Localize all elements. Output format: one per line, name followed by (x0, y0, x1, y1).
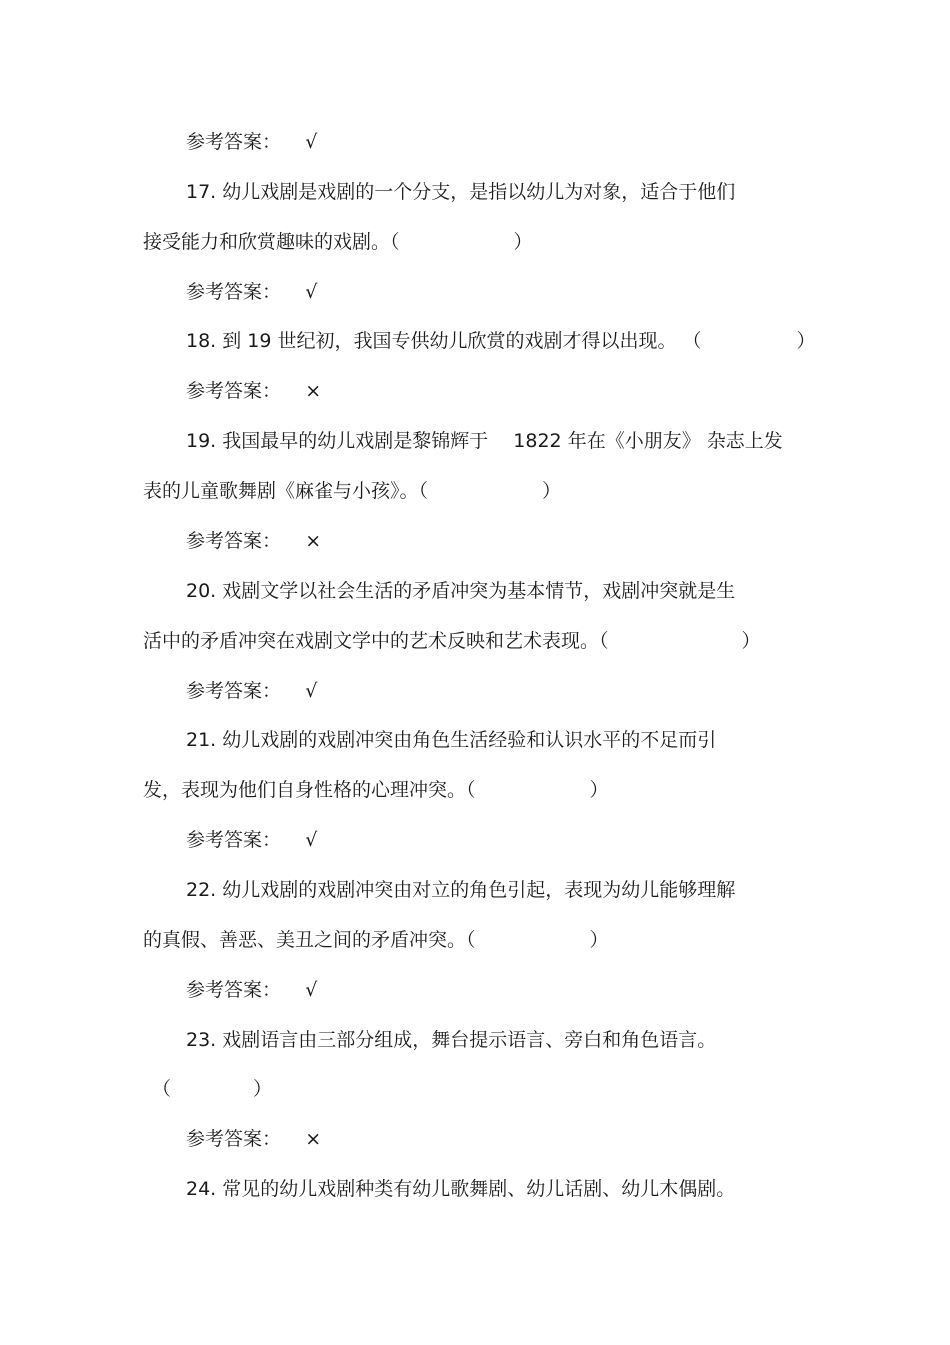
answer-line (186, 1124, 321, 1154)
answer-label: 参考答案： (186, 131, 282, 153)
answer-mark: √ (305, 979, 318, 1001)
question-22-line-1: 22. 幼儿戏剧的戏剧冲突由对立的角色引起，表现为幼儿能够理解 (186, 879, 736, 901)
answer-line (186, 825, 317, 855)
answer-line (186, 975, 317, 1005)
question-19-line-1: 19. 我国最早的幼儿戏剧是黎锦辉于 1822 年在《小朋友》 杂志上发 (186, 430, 783, 452)
question-20-line-2: 活中的矛盾冲突在戏剧文学中的艺术反映和艺术表现。（ ） (143, 630, 761, 652)
answer-label: 参考答案： (186, 281, 282, 303)
question-18-line-1: 18. 到 19 世纪初，我国专供幼儿欣赏的戏剧才得以出现。 （ ） (186, 330, 816, 352)
answer-mark: √ (305, 281, 318, 303)
answer-mark: √ (305, 131, 318, 153)
answer-line (186, 376, 321, 406)
question-24-line-1: 24. 常见的幼儿戏剧种类有幼儿歌舞剧、幼儿话剧、幼儿木偶剧。 (186, 1178, 736, 1200)
question-22-line-2: 的真假、善恶、美丑之间的矛盾冲突。（ ） (143, 929, 609, 951)
answer-label: 参考答案： (186, 380, 282, 402)
answer-line (186, 127, 317, 157)
answer-label: 参考答案： (186, 979, 282, 1001)
answer-mark: × (305, 1128, 322, 1150)
answer-label: 参考答案： (186, 1128, 282, 1150)
answer-label: 参考答案： (186, 530, 282, 552)
question-20-line-1: 20. 戏剧文学以社会生活的矛盾冲突为基本情节，戏剧冲突就是生 (186, 580, 736, 602)
answer-label: 参考答案： (186, 829, 282, 851)
answer-label: 参考答案： (186, 680, 282, 702)
answer-mark: √ (305, 829, 318, 851)
answer-mark: × (305, 380, 322, 402)
question-21-line-1: 21. 幼儿戏剧的戏剧冲突由角色生活经验和认识水平的不足而引 (186, 729, 717, 751)
question-23-line-1: 23. 戏剧语言由三部分组成，舞台提示语言、旁白和角色语言。 (186, 1029, 717, 1051)
question-17-line-1: 17. 幼儿戏剧是戏剧的一个分支，是指以幼儿为对象，适合于他们 (186, 181, 736, 203)
answer-line (186, 277, 317, 307)
answer-mark: × (305, 530, 322, 552)
question-21-line-2: 发，表现为他们自身性格的心理冲突。（ ） (143, 779, 609, 801)
answer-line (186, 676, 317, 706)
answer-mark: √ (305, 680, 318, 702)
question-17-line-2: 接受能力和欣赏趣味的戏剧。（ ） (143, 231, 533, 253)
answer-line (186, 526, 321, 556)
question-23-line-2: （ ） (152, 1078, 273, 1100)
question-19-line-2: 表的儿童歌舞剧《麻雀与小孩》。（ ） (143, 480, 562, 502)
